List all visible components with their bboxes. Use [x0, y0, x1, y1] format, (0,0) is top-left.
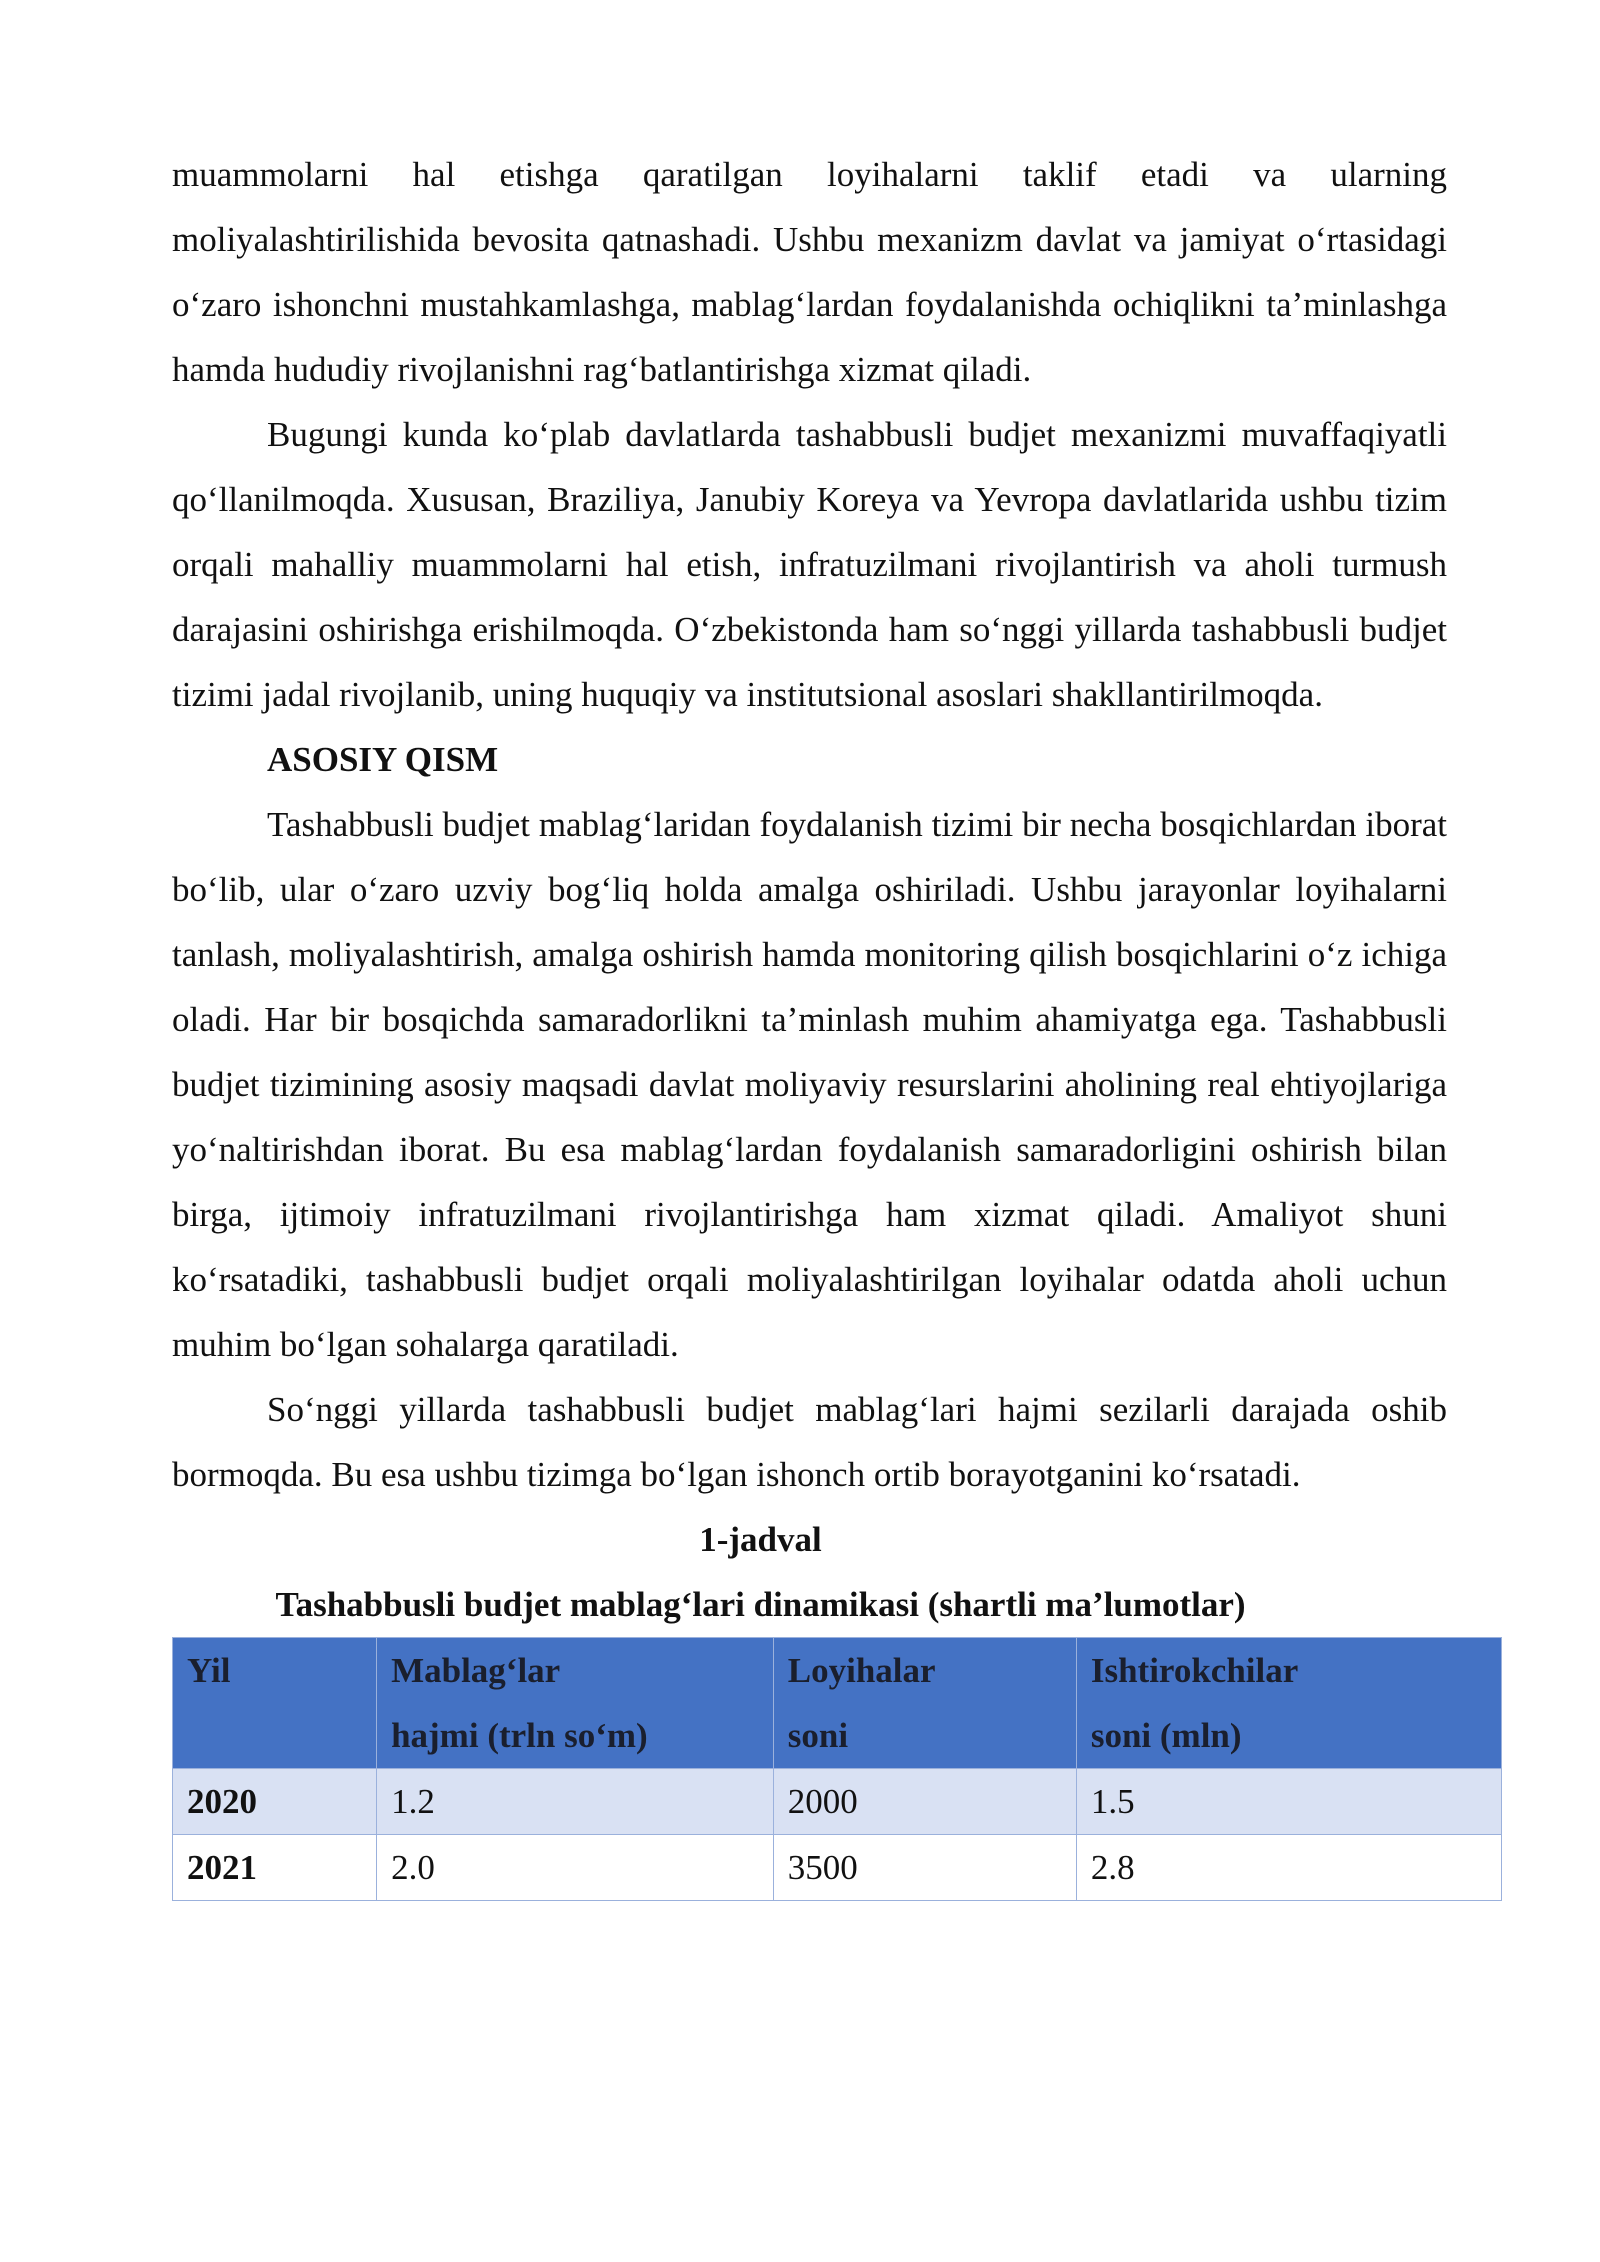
paragraph-4: So‘nggi yillarda tashabbusli budjet mablag‘lari hajmi sezilarli darajada oshib bormoqda. Bu esa ushbu tizimga bo‘lgan ishonch ortib borayotganini ko‘rsatadi.	[172, 1390, 1447, 1494]
header-participants: Ishtirokchilar soni (mln)	[1076, 1638, 1501, 1769]
header-year: Yil	[173, 1638, 377, 1769]
cell-participants: 2.8	[1076, 1835, 1501, 1901]
paragraph-1: muammolarni hal etishga qaratilgan loyihalarni taklif etadi va ularning moliyalashtirilishida bevosita qatnashadi. Ushbu mexanizm davlat va jamiyat o‘rtasidagi o‘zaro ishonchni mustahkamlashga, mablag‘lardan foydalanishda ochiqlikni ta’minlashga hamda hududiy rivojlanishni rag‘batlantirishga xizmat qiladi.	[172, 155, 1447, 389]
table-header-row	[173, 1638, 1502, 1769]
cell-amount: 2.0	[377, 1835, 774, 1901]
cell-projects: 3500	[773, 1835, 1076, 1901]
header-amount: Mablag‘lar hajmi (trln so‘m)	[377, 1638, 774, 1769]
table-row	[173, 1769, 1502, 1835]
table-title: Tashabbusli budjet mablag‘lari dinamikasi (shartli ma’lumotlar)	[275, 1585, 1246, 1624]
cell-year: 2020	[173, 1769, 377, 1835]
cell-year: 2021	[173, 1835, 377, 1901]
budget-dynamics-table	[172, 1637, 1502, 1901]
cell-participants: 1.5	[1076, 1769, 1501, 1835]
paragraph-2: Bugungi kunda ko‘plab davlatlarda tashabbusli budjet mexanizmi muvaffaqiyatli qo‘llanilmoqda. Xususan, Braziliya, Janubiy Koreya va Yevropa davlatlarida ushbu tizim orqali mahalliy muammolarni hal etish, infratuzilmani rivojlantirish va aholi turmush darajasini oshirishga erishilmoqda. O‘zbekistonda ham so‘nggi yillarda tashabbusli budjet tizimi jadal rivojlanib, uning huquqiy va institutsional asoslari shakllantirilmoqda.	[172, 415, 1447, 714]
paragraph-3: Tashabbusli budjet mablag‘laridan foydalanish tizimi bir necha bosqichlardan iborat bo‘lib, ular o‘zaro uzviy bog‘liq holda amalga oshiriladi. Ushbu jarayonlar loyihalarni tanlash, moliyalashtirish, amalga oshirish hamda monitoring qilish bosqichlarini o‘z ichiga oladi. Har bir bosqichda samaradorlikni ta’minlash muhim ahamiyatga ega. Tashabbusli budjet tizimining asosiy maqsadi davlat moliyaviy resurslarini aholining real ehtiyojlariga yo‘naltirishdan iborat. Bu esa mablag‘lardan foydalanish samaradorligini oshirish bilan birga, ijtimoiy infratuzilmani rivojlantirishga ham xizmat qiladi. Amaliyot shuni ko‘rsatadiki, tashabbusli budjet orqali moliyalashtirilgan loyihalar odatda aholi uchun muhim bo‘lgan sohalarga qaratiladi.	[172, 805, 1447, 1364]
document-page	[172, 142, 1447, 1901]
cell-projects: 2000	[773, 1769, 1076, 1835]
section-heading: ASOSIY QISM	[267, 740, 499, 779]
header-projects: Loyihalar soni	[773, 1638, 1076, 1769]
table-caption: 1-jadval	[699, 1520, 822, 1559]
cell-amount: 1.2	[377, 1769, 774, 1835]
table-row	[173, 1835, 1502, 1901]
